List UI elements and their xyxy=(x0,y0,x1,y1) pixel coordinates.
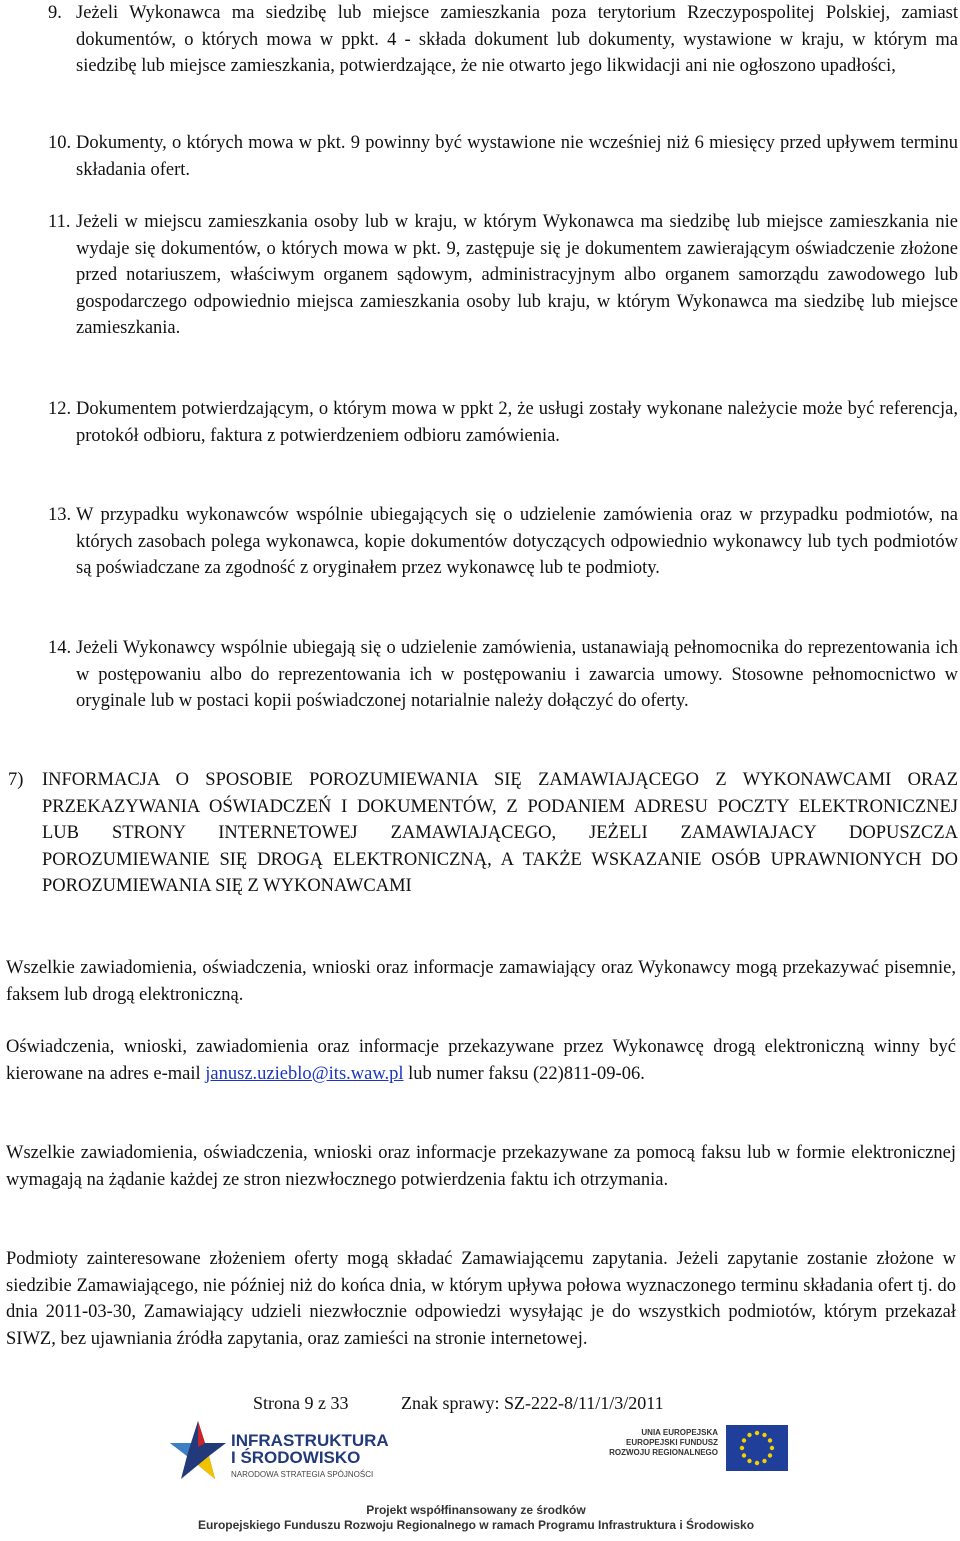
item-number: 14. xyxy=(48,638,72,658)
page-number: Strona 9 z 33 xyxy=(253,1393,349,1413)
item-number: 11. xyxy=(48,212,71,232)
section-heading xyxy=(8,767,958,900)
logo-title xyxy=(231,1432,389,1466)
eu-stars-icon xyxy=(726,1425,788,1471)
list-item-14 xyxy=(36,635,958,715)
list-item-9 xyxy=(36,0,958,80)
eu-text-line2: EUROPEJSKI FUNDUSZ xyxy=(625,1438,718,1447)
list-item-10 xyxy=(36,130,958,183)
item-text: W przypadku wykonawców wspólnie ubiegających się o udzielenie zamówienia oraz w przypadku podmiotów, na których zasobach polega wykonawca, kopie dokumentów dotyczących odpowiednio wykonawcy lub tych podmiotów są poświadczane za zgodność z oryginałem przez wykonawcę lub te podmioty. xyxy=(76,505,958,578)
logo-title-line2: I ŚRODOWISKO xyxy=(231,1448,361,1467)
item-text: Jeżeli Wykonawca ma siedzibę lub miejsce zamieszkania poza terytorium Rzeczypospolitej Polskiej, zamiast dokumentów, o których mowa w ppkt. 4 - składa dokument lub dokumenty, wystawione w kraju, w którym ma siedzibę lub miejsce zamieszkania, potwierdzające, że nie otwarto jego likwidacji ani nie ogłoszono upadłości, xyxy=(76,3,958,76)
section-number: 7) xyxy=(8,770,24,790)
item-number: 9. xyxy=(48,3,62,23)
item-text: Dokumenty, o których mowa w pkt. 9 powinny być wystawione nie wcześniej niż 6 miesięcy przed upływem terminu składania ofert. xyxy=(76,133,958,180)
paragraph-3: Wszelkie zawiadomienia, oświadczenia, wnioski oraz informacje przekazywane za pomocą faksu lub w formie elektronicznej wymagają na żądanie każdej ze stron niezwłocznego potwierdzenia faktu ich otrzymania. xyxy=(6,1143,956,1190)
list-item-12 xyxy=(36,396,958,449)
eu-text-line1: UNIA EUROPEJSKA xyxy=(641,1428,718,1437)
eu-logo-text xyxy=(600,1428,718,1458)
list-item-11 xyxy=(36,209,958,342)
paragraph-2-end: lub numer faksu (22)811-09-06. xyxy=(403,1063,645,1084)
eu-text-line3: ROZWOJU REGIONALNEGO xyxy=(609,1448,718,1457)
star-emblem-icon xyxy=(168,1417,228,1485)
case-reference: Znak sprawy: SZ-222-8/11/1/3/2011 xyxy=(401,1393,664,1413)
list-item-13 xyxy=(36,502,958,582)
email-link[interactable]: janusz.uzieblo@its.waw.pl xyxy=(205,1063,404,1084)
banner-line1: Projekt współfinansowany ze środków xyxy=(366,1503,586,1517)
item-text: Dokumentem potwierdzającym, o którym mowa w ppkt 2, że usługi zostały wykonane należycie może być referencja, protokół odbioru, faktura z potwierdzeniem odbioru zamówienia. xyxy=(76,399,958,446)
paragraph-2-start: Oświadczenia, wnioski, zawiadomienia oraz informacje przekazywane przez Wykonawcę drogą elektroniczną winny być kierowane na adres e-mail xyxy=(6,1037,956,1084)
logo-subtitle: NARODOWA STRATEGIA SPÓJNOŚCI xyxy=(231,1470,374,1479)
item-number: 12. xyxy=(48,399,72,419)
paragraph-4: Podmioty zainteresowane złożeniem oferty mogą składać Zamawiającemu zapytania. Jeżeli zapytanie zostanie złożone w siedzibie Zamawiającego, nie później niż do końca dnia, w którym upływa połowa wyznaczonego terminu składania ofert tj. do dnia 2011-03-30, Zamawiający udzieli niezwłocznie odpowiedzi wysyłając je do wszystkich podmiotów, którym przekazał SIWZ, bez ujawniania źródła zapytania, oraz zamieści na stronie internetowej. xyxy=(6,1249,956,1349)
logo-title-line1: INFRASTRUKTURA xyxy=(231,1431,389,1450)
item-text: Jeżeli w miejscu zamieszkania osoby lub w kraju, w którym Wykonawca ma siedzibę lub miejsce zamieszkania nie wydaje się dokumentów, o których mowa w pkt. 9, zastępuje się je dokumentem zawierającym oświadczenie złożone przed notariuszem, właściwym organem sądowym, administracyjnym albo organem samorządu zawodowego lub gospodarczego odpowiednio miejsca zamieszkania osoby lub kraju, w którym Wykonawca ma siedzibę lub miejsce zamieszkania. xyxy=(76,212,958,338)
item-number: 10. xyxy=(48,133,72,153)
item-number: 13. xyxy=(48,505,72,525)
paragraph-1: Wszelkie zawiadomienia, oświadczenia, wnioski oraz informacje zamawiający oraz Wykonawcy mogą przekazywać pisemnie, faksem lub drogą elektroniczną. xyxy=(6,958,956,1005)
banner-line2: Europejskiego Funduszu Rozwoju Regionalnego w ramach Programu Infrastruktura i Środowisko xyxy=(197,1518,755,1532)
item-text: Jeżeli Wykonawcy wspólnie ubiegają się o udzielenie zamówienia, ustanawiają pełnomocnika do reprezentowania ich w postępowaniu albo do reprezentowania ich w postępowaniu i zawarcia umowy. Stosowne pełnomocnictwo w oryginale lub w postaci kopii poświadczonej notarialnie należy dołączyć do oferty. xyxy=(76,638,958,711)
paragraph-2 xyxy=(6,1034,956,1087)
eu-flag-icon xyxy=(726,1425,788,1471)
section-title: INFORMACJA O SPOSOBIE POROZUMIEWANIA SIĘ ZAMAWIAJĄCEGO Z WYKONAWCAMI ORAZ PRZEKAZYWANIA OŚWIADCZEŃ I DOKUMENTÓW, Z PODANIEM ADRESU POCZTY ELEKTRONICZNEJ LUB STRONY INTERNETOWEJ ZAMAWIAJĄCEGO, JEŻELI ZAMAWIAJACY DOPUSZCZA POROZUMIEWANIE SIĘ DROGĄ ELEKTRONICZNĄ, A TAKŻE WSKAZANIE OSÓB UPRAWNIONYCH DO POROZUMIEWANIA SIĘ Z WYKONAWCAMI xyxy=(42,770,958,896)
cofinancing-banner xyxy=(196,1503,756,1533)
